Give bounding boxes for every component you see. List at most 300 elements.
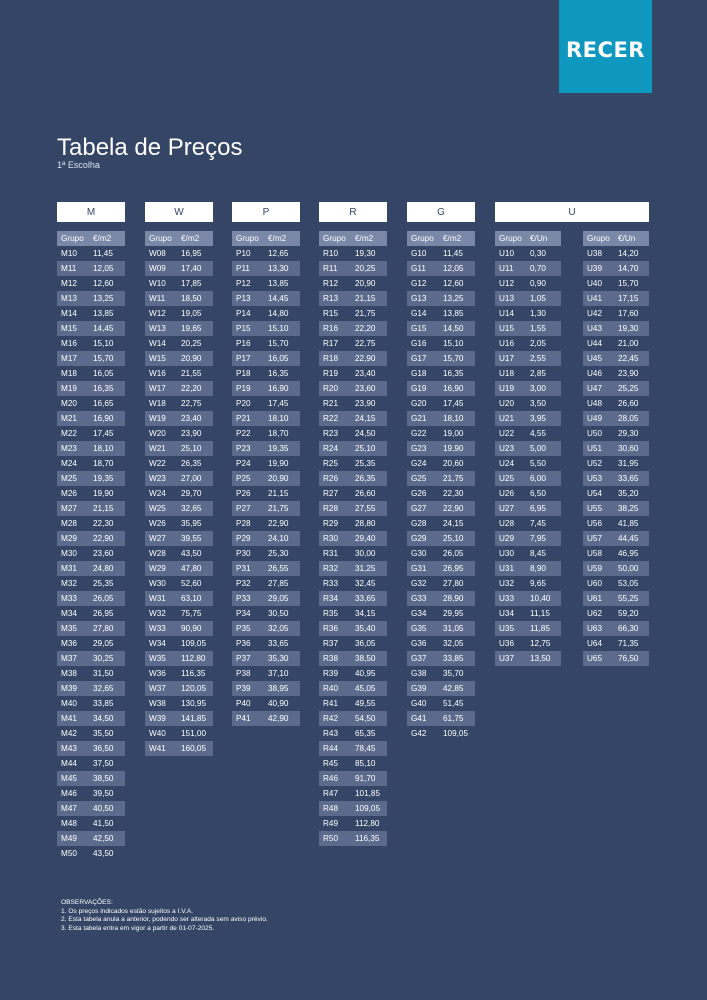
table-row [495,576,561,591]
group-code: U31 [495,561,528,576]
group-code: W17 [145,381,179,396]
group-header: P [232,202,300,222]
price-value: 26,35 [353,471,387,486]
price-value: 23,90 [618,369,639,378]
table-row [319,366,387,381]
price-value: 38,50 [91,771,125,786]
group-code: U23 [495,441,528,456]
table-row [145,441,213,456]
table-row [232,351,300,366]
group-code: P23 [232,441,266,456]
table-row [319,816,387,831]
table-row [407,561,475,576]
group-code: U13 [495,291,528,306]
table-row [232,366,300,381]
header-price-unit: €/m2 [266,231,300,246]
table-row [57,831,125,846]
table-row [145,636,213,651]
group-code: U48 [587,399,603,408]
table-row [407,666,475,681]
group-code: R19 [323,369,339,378]
group-code: U44 [587,339,603,348]
price-value: 23,40 [355,369,376,378]
group-code: R41 [323,699,339,708]
price-value: 16,35 [91,381,125,396]
group-code: U41 [583,291,616,306]
group-code: P12 [236,279,251,288]
price-value: 31,05 [441,621,475,636]
table-row [145,666,213,681]
price-value: 18,10 [441,411,475,426]
table-row [145,486,213,501]
price-value: 31,95 [618,459,639,468]
group-code: R30 [319,531,353,546]
page-subtitle: 1ª Escolha [57,160,100,170]
table-row [145,711,213,726]
group-code: R43 [323,729,339,738]
group-code: M42 [61,729,77,738]
price-value: 19,35 [91,471,125,486]
table-row [57,711,125,726]
price-group-p [232,202,300,726]
group-code: W21 [145,441,179,456]
price-value: 9,65 [530,579,546,588]
price-value: 26,95 [441,561,475,576]
group-code: P18 [236,369,251,378]
group-code: G17 [407,351,441,366]
table-row [583,456,649,471]
price-value: 5,50 [530,459,546,468]
table-row [57,666,125,681]
price-value: 35,50 [93,729,114,738]
price-value: 26,05 [443,549,464,558]
group-code: W41 [145,741,179,756]
price-value: 22,90 [268,519,289,528]
group-code: U51 [583,441,616,456]
table-row [319,726,387,741]
price-value: 26,60 [618,399,639,408]
price-value: 120,05 [179,681,213,696]
price-value: 16,05 [266,351,300,366]
group-code: P21 [232,411,266,426]
price-value: 23,40 [179,411,213,426]
group-header: R [319,202,387,222]
table-row [57,276,125,291]
group-code: W23 [145,471,179,486]
price-value: 75,75 [181,609,202,618]
group-code: U53 [583,471,616,486]
group-code: P20 [236,399,251,408]
group-code: R35 [323,609,339,618]
table-row [583,441,649,456]
group-code: W34 [149,639,166,648]
table-row [145,366,213,381]
price-value: 27,80 [91,621,125,636]
table-row [407,426,475,441]
table-row [232,636,300,651]
table-row [319,711,387,726]
table-header-row [407,231,475,246]
header-price-unit: €/Un [616,231,649,246]
price-value: 19,90 [93,489,114,498]
price-value: 21,15 [91,501,125,516]
table-row [319,786,387,801]
table-row [57,561,125,576]
group-code: M12 [61,279,77,288]
price-value: 71,35 [618,639,639,648]
brand-logo [559,0,652,93]
group-code: M17 [57,351,91,366]
price-value: 16,05 [93,369,114,378]
group-code: M19 [57,381,91,396]
group-code: U28 [499,519,515,528]
price-value: 16,90 [441,381,475,396]
table-row [407,591,475,606]
price-value: 8,45 [530,549,546,558]
table-row [232,711,300,726]
group-code: U22 [499,429,515,438]
table-row [145,471,213,486]
table-row [57,741,125,756]
group-code: M27 [57,501,91,516]
group-code: G16 [411,339,427,348]
table-row [145,741,213,756]
table-row [145,726,213,741]
group-code: P24 [236,459,251,468]
price-value: 130,95 [181,699,207,708]
table-row [57,816,125,831]
group-code: U59 [583,561,616,576]
table-row [583,486,649,501]
table-row [57,846,125,861]
group-code: G42 [411,729,427,738]
price-value: 25,10 [441,531,475,546]
group-code: R39 [323,669,339,678]
price-value: 27,85 [268,579,289,588]
table-row [407,711,475,726]
table-row [57,366,125,381]
table-row [319,561,387,576]
table-row [232,396,300,411]
table-row [57,756,125,771]
table-row [583,381,649,396]
group-code: W39 [145,711,179,726]
table-row [145,621,213,636]
group-code: W32 [149,609,166,618]
price-value: 21,55 [181,369,202,378]
note-item: 3. Esta tabela entra em vigor a partir de 01-07-2025. [61,924,215,932]
price-value: 24,15 [443,519,464,528]
group-code: M44 [61,759,77,768]
price-value: 17,85 [181,279,202,288]
group-code: R13 [319,291,353,306]
table-row [232,471,300,486]
table-row [407,396,475,411]
table-row [319,756,387,771]
group-code: M11 [57,261,91,276]
table-row [319,696,387,711]
group-code: W31 [145,591,179,606]
group-code: M41 [57,711,91,726]
group-code: R23 [323,429,339,438]
price-value: 33,85 [93,699,114,708]
group-code: W09 [145,261,179,276]
group-code: M38 [61,669,77,678]
table-row [57,246,125,261]
table-row [57,726,125,741]
group-code: W29 [145,561,179,576]
table-row [319,741,387,756]
table-row [145,696,213,711]
price-value: 16,65 [93,399,114,408]
table-row [495,501,561,516]
price-value: 28,05 [616,411,649,426]
price-value: 32,65 [179,501,213,516]
group-code: R34 [319,591,353,606]
group-code: R42 [319,711,353,726]
price-value: 26,60 [355,489,376,498]
group-code: P15 [232,321,266,336]
group-code: M22 [61,429,77,438]
table-row [407,441,475,456]
group-code: W33 [145,621,179,636]
price-value: 17,60 [618,309,639,318]
group-code: G28 [411,519,427,528]
price-value: 42,50 [91,831,125,846]
table-row [583,471,649,486]
table-row [583,561,649,576]
note-item: 2. Esta tabela anula a anterior, podendo ser alterada sem aviso prévio. [61,916,268,924]
u-right-subtable [583,231,649,666]
table-row [319,591,387,606]
group-code: M50 [61,849,77,858]
price-value: 19,30 [355,249,376,258]
table-row [319,801,387,816]
group-code: G27 [407,501,441,516]
price-value: 3,00 [528,381,561,396]
group-code: G30 [411,549,427,558]
group-header: U [495,202,649,222]
price-value: 35,20 [618,489,639,498]
price-value: 13,25 [91,291,125,306]
table-row [232,561,300,576]
group-code: U17 [495,351,528,366]
table-row [57,456,125,471]
price-value: 41,85 [618,519,639,528]
table-row [319,486,387,501]
group-code: W27 [145,531,179,546]
price-value: 33,65 [616,471,649,486]
table-row [232,501,300,516]
table-row [57,291,125,306]
price-value: 26,05 [91,591,125,606]
group-code: M33 [57,591,91,606]
group-code: W11 [145,291,179,306]
group-code: R45 [323,759,339,768]
group-code: W19 [145,411,179,426]
table-header-row [145,231,213,246]
table-row [232,261,300,276]
price-value: 18,10 [91,441,125,456]
group-code: R40 [319,681,353,696]
table-row [232,246,300,261]
group-code: U33 [495,591,528,606]
table-row [57,261,125,276]
price-value: 36,50 [91,741,125,756]
price-value: 24,50 [355,429,376,438]
table-row [145,396,213,411]
price-value: 15,10 [443,339,464,348]
table-row [495,306,561,321]
group-code: M18 [61,369,77,378]
price-table [232,231,300,726]
price-value: 116,35 [353,831,387,846]
header-grupo: Grupo [495,231,528,246]
group-code: M40 [61,699,77,708]
table-row [495,546,561,561]
price-value: 15,10 [93,339,114,348]
table-row [319,411,387,426]
group-code: W14 [149,339,166,348]
price-value: 22,90 [441,501,475,516]
group-code: G39 [407,681,441,696]
table-row [407,501,475,516]
price-value: 15,70 [91,351,125,366]
table-row [57,381,125,396]
group-code: U58 [587,549,603,558]
group-code: G38 [411,669,427,678]
table-row [319,351,387,366]
table-row [232,276,300,291]
price-table [407,231,475,741]
price-value: 29,70 [181,489,202,498]
group-code: G25 [407,471,441,486]
price-value: 109,05 [181,639,207,648]
price-value: 20,90 [179,351,213,366]
price-value: 16,90 [91,411,125,426]
header-price-unit: €/m2 [441,231,475,246]
price-value: 45,05 [353,681,387,696]
table-row [495,291,561,306]
price-value: 18,10 [266,411,300,426]
table-row [495,366,561,381]
price-value: 4,55 [530,429,546,438]
table-row [232,381,300,396]
group-code: W12 [149,309,166,318]
table-row [57,786,125,801]
price-value: 53,05 [618,579,639,588]
price-value: 24,15 [353,411,387,426]
table-row [319,651,387,666]
price-value: 15,70 [268,339,289,348]
header-grupo: Grupo [57,231,91,246]
group-code: U24 [499,459,515,468]
group-code: G19 [407,381,441,396]
price-value: 3,50 [530,399,546,408]
table-row [495,336,561,351]
price-value: 11,85 [528,621,561,636]
price-value: 1,05 [528,291,561,306]
table-row [145,306,213,321]
price-value: 17,40 [179,261,213,276]
price-value: 32,05 [266,621,300,636]
price-value: 19,90 [268,459,289,468]
group-code: M23 [57,441,91,456]
table-row [57,516,125,531]
group-code: G12 [411,279,427,288]
price-value: 22,75 [181,399,202,408]
group-code: W15 [145,351,179,366]
table-row [145,576,213,591]
table-row [57,636,125,651]
group-code: R11 [319,261,353,276]
price-value: 32,45 [355,579,376,588]
price-value: 27,55 [353,501,387,516]
group-code: M49 [57,831,91,846]
price-value: 23,90 [355,399,376,408]
group-code: M20 [61,399,77,408]
group-code: U34 [499,609,515,618]
table-row [319,546,387,561]
group-code: P28 [236,519,251,528]
price-value: 22,30 [93,519,114,528]
group-code: P30 [236,549,251,558]
price-value: 0,30 [530,249,546,258]
group-code: U38 [587,249,603,258]
table-row [407,546,475,561]
table-row [145,321,213,336]
group-code: U46 [587,369,603,378]
table-row [232,456,300,471]
note-item: 1. Os preços indicados estão sujeitos a I.V.A. [61,907,194,915]
group-code: U30 [499,549,515,558]
price-value: 24,10 [266,531,300,546]
table-row [583,411,649,426]
price-value: 7,45 [530,519,546,528]
price-value: 12,05 [441,261,475,276]
price-value: 22,20 [179,381,213,396]
group-code: U21 [495,411,528,426]
price-group-w [145,202,213,756]
group-code: M29 [57,531,91,546]
table-row [583,396,649,411]
table-row [57,546,125,561]
group-code: G26 [411,489,427,498]
brand-logo-text: RECER [566,37,645,62]
price-value: 65,35 [355,729,376,738]
table-row [407,726,475,741]
group-code: M26 [61,489,77,498]
group-code: U56 [587,519,603,528]
price-value: 11,45 [93,249,113,258]
group-code: U10 [499,249,515,258]
group-code: R24 [319,441,353,456]
price-value: 22,75 [355,339,376,348]
table-row [57,621,125,636]
price-value: 19,35 [266,441,300,456]
price-value: 1,55 [528,321,561,336]
group-code: W08 [149,249,166,258]
group-code: G21 [407,411,441,426]
price-value: 19,90 [441,441,475,456]
group-code: G41 [407,711,441,726]
price-value: 21,75 [355,309,376,318]
group-code: W37 [145,681,179,696]
table-row [145,276,213,291]
group-code: G36 [411,639,427,648]
group-code: U36 [499,639,515,648]
price-value: 16,90 [266,381,300,396]
